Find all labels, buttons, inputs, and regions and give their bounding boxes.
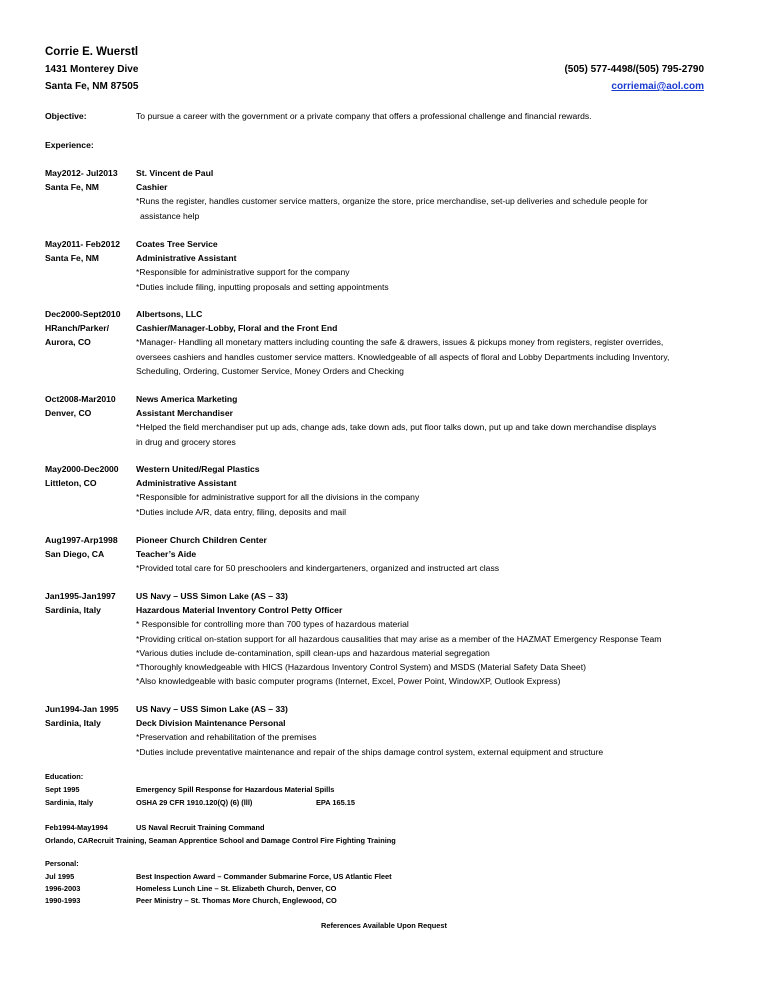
job-company: Pioneer Church Children Center: [136, 535, 267, 545]
personal-item: Peer Ministry – St. Thomas More Church, Englewood, CO: [136, 896, 337, 905]
education-detail: Orlando, CARecruit Training, Seaman Apprentice School and Damage Control Fire Fighting Training: [45, 836, 396, 845]
address-line2: Santa Fe, NM 87505: [45, 81, 139, 92]
job-title: Deck Division Maintenance Personal: [136, 718, 286, 729]
education-row: [45, 835, 396, 847]
job-bullet: *Duties include preventative maintenance and repair of the ships damage control system, external equipment and structure: [136, 746, 604, 757]
job-bullet: *Providing critical on-station support for all hazardous causalities that may arise as a member of the HAZMAT Emergency Response Team: [136, 633, 662, 644]
job-location: Sardinia, Italy: [45, 718, 101, 729]
job-location: HRanch/Parker/: [45, 323, 110, 334]
job-company: US Navy – USS Simon Lake (AS – 33): [136, 591, 288, 601]
job-company: Albertsons, LLC: [136, 309, 203, 319]
experience-heading: Experience:: [45, 140, 94, 150]
job-title: Cashier: [136, 182, 168, 193]
job-dates: Jun1994-Jan 1995: [45, 704, 119, 714]
objective-text: To pursue a career with the government or a private company that offers a professional challenge and financial rewards.: [136, 111, 592, 121]
job-bullet: *Responsible for administrative support for all the divisions in the company: [136, 492, 420, 503]
job-dates: Dec2000-Sept2010: [45, 309, 121, 319]
applicant-name: Corrie E. Wuerstl: [45, 46, 139, 58]
job-title: Assistant Merchandiser: [136, 408, 233, 419]
job-location: San Diego, CA: [45, 549, 105, 560]
job-dates: May2012- Jul2013: [45, 168, 118, 178]
job-bullet: *Responsible for administrative support for the company: [136, 267, 350, 278]
education-date: Sept 1995: [45, 785, 80, 794]
personal-item: Homeless Lunch Line – St. Elizabeth Church, Denver, CO: [136, 884, 337, 893]
job-bullet: *Various duties include de-contamination, spill clean-ups and hazardous material segregation: [136, 647, 490, 658]
job-company: Western United/Regal Plastics: [136, 464, 260, 474]
personal-date: 1990-1993: [45, 896, 81, 905]
job-location: Santa Fe, NM: [45, 253, 99, 264]
personal-item: Best Inspection Award – Commander Submarine Force, US Atlantic Fleet: [136, 872, 392, 881]
personal-date: Jul 1995: [45, 872, 75, 881]
job-title: Hazardous Material Inventory Control Petty Officer: [136, 605, 343, 616]
job-company: St. Vincent de Paul: [136, 168, 214, 178]
job-location-2: Aurora, CO: [45, 337, 91, 348]
job-dates: Aug1997-Arp1998: [45, 535, 118, 545]
job-bullet: Scheduling, Ordering, Customer Service, Money Orders and Checking: [136, 365, 404, 376]
job-bullet: * Responsible for controlling more than 700 types of hazardous material: [136, 619, 409, 630]
job-dates: May2011- Feb2012: [45, 239, 121, 249]
education-epa: EPA 165.15: [316, 798, 356, 807]
job-dates: Jan1995-Jan1997: [45, 591, 116, 601]
job-bullet: in drug and grocery stores: [136, 436, 236, 447]
objective-label: Objective:: [45, 111, 87, 121]
job-bullet: oversees cashiers and handles customer service matters. Knowledgeable of all aspects of floral and Lobby Departments including Inventory,: [136, 351, 670, 362]
job-company: US Navy – USS Simon Lake (AS – 33): [136, 704, 288, 714]
references-note: References Available Upon Request: [321, 921, 447, 930]
education-date: Feb1994-May1994: [45, 823, 108, 832]
job-bullet: *Helped the field merchandiser put up ads, change ads, take down ads, put floor talks down, put up and take down merchandise displays: [136, 422, 657, 433]
education-osha: OSHA 29 CFR 1910.120(Q) (6) (lll): [136, 798, 253, 807]
job-company: Coates Tree Service: [136, 239, 218, 249]
phone-numbers: (505) 577-4498/(505) 795-2790: [564, 64, 704, 75]
job-location: Denver, CO: [45, 408, 92, 419]
job-company: News America Marketing: [136, 394, 238, 404]
job-bullet: *Thoroughly knowledgeable with HICS (Hazardous Inventory Control System) and MSDS (Material Safety Data Sheet): [136, 662, 586, 673]
job-location: Sardinia, Italy: [45, 605, 101, 616]
job-title: Cashier/Manager-Lobby, Floral and the Front End: [136, 323, 338, 334]
job-bullet: *Preservation and rehabilitation of the premises: [136, 732, 317, 743]
job-dates: May2000-Dec2000: [45, 464, 119, 474]
job-bullet: *Also knowledgeable with basic computer programs (Internet, Excel, Power Point, WindowXP, Outlook Express): [136, 676, 561, 687]
job-title: Administrative Assistant: [136, 478, 237, 489]
job-location: Santa Fe, NM: [45, 182, 99, 193]
education-location: Sardinia, Italy: [45, 798, 94, 807]
job-title: Administrative Assistant: [136, 253, 237, 264]
job-title: Teacher’s Aide: [136, 549, 197, 560]
job-bullet: *Runs the register, handles customer service matters, organize the store, price merchandise, set-up deliveries and schedule people for: [136, 196, 648, 207]
education-course: Emergency Spill Response for Hazardous Material Spills: [136, 785, 335, 794]
job-dates: Oct2008-Mar2010: [45, 394, 116, 404]
job-bullet: assistance help: [140, 210, 200, 221]
education-course: US Naval Recruit Training Command: [136, 823, 265, 832]
job-bullet: *Duties include filing, inputting proposals and setting appointments: [136, 281, 389, 292]
job-bullet: *Provided total care for 50 preschoolers and kindergarteners, organized and instructed art class: [136, 563, 500, 574]
email-link[interactable]: corriemai@aol.com: [611, 81, 704, 92]
job-bullet: *Manager- Handling all monetary matters including counting the safe & drawers, issues & pickups money from registers, register overrides,: [136, 337, 664, 348]
job-location: Littleton, CO: [45, 478, 97, 489]
address-line1: 1431 Monterey Dive: [45, 64, 139, 75]
job-bullet: *Duties include A/R, data entry, filing, deposits and mail: [136, 506, 347, 517]
personal-date: 1996-2003: [45, 884, 81, 893]
